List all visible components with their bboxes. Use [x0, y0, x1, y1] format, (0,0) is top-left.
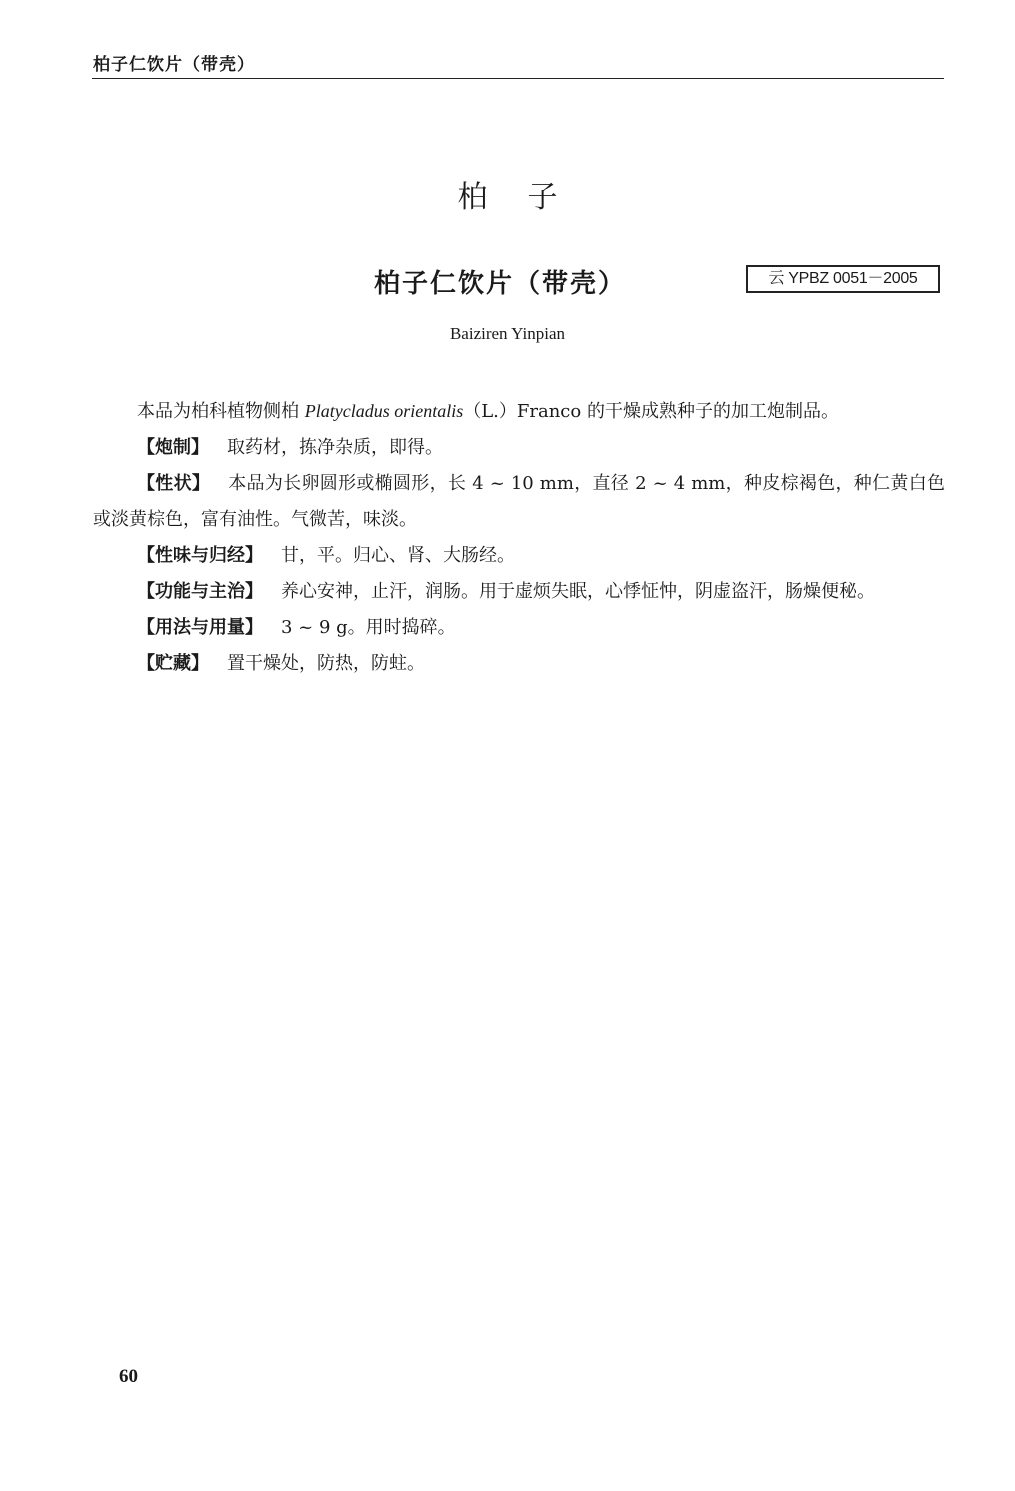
section-label: 【性味与归经】 — [137, 545, 263, 566]
section-text: 本品为长卵圆形或椭圆形，长 4 ~ 10 mm，直径 2 ~ 4 mm，种皮棕褐色，种仁黄白色或淡黄棕色，富有油性。气微苦，味淡。 — [93, 473, 946, 530]
section-dosage — [93, 610, 945, 646]
intro-paragraph — [93, 393, 945, 430]
section-text: 甘，平。归心、肾、大肠经。 — [281, 545, 515, 566]
monograph-body — [93, 393, 945, 682]
section-text: 3 ~ 9 g。用时捣碎。 — [281, 617, 456, 638]
main-title: 柏子 — [457, 180, 598, 215]
section-label: 【贮藏】 — [137, 653, 209, 674]
section-label: 【炮制】 — [137, 437, 209, 458]
section-text: 取药材，拣净杂质，即得。 — [227, 437, 443, 458]
section-label: 【功能与主治】 — [137, 581, 263, 602]
header-rule — [92, 78, 944, 79]
section-processing — [93, 430, 945, 466]
page-number: 60 — [119, 1366, 138, 1387]
intro-after: （L.）Franco 的干燥成熟种子的加工炮制品。 — [463, 401, 839, 422]
intro-before: 本品为柏科植物侧柏 — [137, 401, 305, 422]
sub-title: 柏子仁饮片（带壳） — [374, 269, 627, 299]
section-label: 【用法与用量】 — [137, 617, 263, 638]
section-storage — [93, 646, 945, 682]
section-text: 养心安神，止汗，润肠。用于虚烦失眠，心悸怔忡，阴虚盗汗，肠燥便秘。 — [281, 581, 875, 602]
section-text: 置干燥处，防热，防蛀。 — [227, 653, 425, 674]
section-description — [93, 466, 945, 538]
section-label: 【性状】 — [137, 473, 211, 494]
running-head: 柏子仁饮片（带壳） — [93, 55, 255, 75]
section-functions — [93, 574, 945, 610]
pinyin-title: Baiziren Yinpian — [449, 324, 566, 343]
standard-code-box: 云 YPBZ 0051－2005 — [746, 265, 940, 293]
section-nature-meridian — [93, 538, 945, 574]
latin-name: Platycladus orientalis — [304, 401, 464, 421]
